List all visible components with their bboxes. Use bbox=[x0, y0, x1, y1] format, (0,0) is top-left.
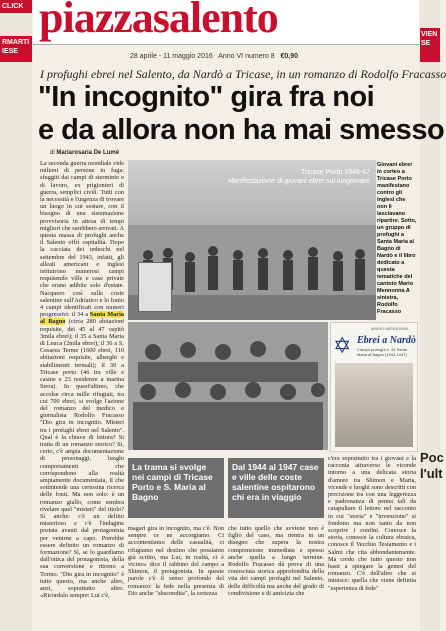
issue-info: Anno VI numero 8 bbox=[218, 53, 275, 60]
masthead bbox=[33, 0, 419, 45]
group-photo-image bbox=[128, 322, 328, 450]
byline: di Mariarosaria De Lumè bbox=[50, 150, 120, 156]
article-column-3: che tutto quello che avviene non è figlio del caso, ma rientra in un disegno che supera la nostra comprensione immediata e spesso anche quella a lungo termine. Rodolfo Fracasso dà prova di una conosciuta storica approfondita della vita dei campi profughi nel Salento, delle difficoltà ma anche del grado di condivisione e di amicizia che bbox=[228, 525, 324, 597]
right-section-tab: VIEN SE bbox=[420, 28, 440, 62]
photo-caption-text: Manifestazione di giovani ebrei sul lungomare bbox=[227, 178, 370, 185]
logo: piazzasalento bbox=[39, 0, 278, 42]
photo-caption bbox=[228, 168, 370, 186]
author-portrait bbox=[138, 262, 172, 312]
book-cover-image bbox=[335, 363, 413, 447]
caption-box-case: Dal 1944 al 1947 case e ville delle coste salentine ospitarono chi era in viaggio bbox=[228, 458, 324, 518]
left-adjacent-page bbox=[0, 0, 32, 631]
left-tab-click: CLICK bbox=[0, 0, 32, 13]
issue-date: 28 aprile - 11 maggio 2016 bbox=[130, 53, 213, 60]
sidebar-caption: Giovani ebrei in corteo a Tricase Porto manifestano contro gli inglesi che non li lasciavano ripartire. Sotto, un gruppo di profughi a Santa Maria al Bagno di Nardò e il libro dedicato a questa tematiche del cantoto Mario Mennonna A sinistra, Rodolfo Fracasso bbox=[377, 162, 417, 315]
book-title: Ebrei a Nardò bbox=[357, 335, 416, 346]
price: €0,90 bbox=[280, 53, 299, 60]
photo-caption-place: Tricase Porto 1946-47 bbox=[301, 169, 370, 176]
article-title bbox=[38, 81, 444, 147]
highlighted-place: Santa Maria al Bagno bbox=[40, 311, 125, 326]
article-kicker: I profughi ebrei nel Salento, da Nardò a Tricase, in un romanzo di Rodolfo Fracasso bbox=[40, 67, 446, 81]
byline-author: Mariarosaria De Lumè bbox=[56, 150, 120, 156]
issue-meta bbox=[130, 53, 298, 60]
book-author: MARIO MENNONNA bbox=[371, 326, 409, 331]
right-headline-fragment: Poc l'ult bbox=[420, 450, 444, 481]
book-cover bbox=[330, 322, 418, 452]
book-subtitle: Campo profughi n. 34 Santa Maria al Bagno (1943-1947) bbox=[357, 347, 408, 357]
article-column-2: magari gira in incognito, ma c'è. Non sempre ce ne accorgiamo. Ci accontentiamo delle casualità, ci rifugiamo nel destino che possiamo già scritto, ma Lui, in realtà, ci è vicino» dice il rabbino del campo a Shimon, il protagonista. In queste parole c'è il senso profondo del romanzo: la fede nella presenza di Dio anche "abscondita", la certezza bbox=[128, 525, 224, 597]
star-of-david-icon: ✡ bbox=[333, 333, 352, 358]
article-column-4: c'era soprattutto tra i giovani e la racconta attraverso le vicende intorno a una delicata storia d'amore tra Shimon e Maria, vicende e luoghi sono descritti con precisione tra con una leggerezza e padronanza di penna tali da catapultare il lettore nel racconto in cui "storia" e "invenzione" si fondono ma non tanto da non scoprire i confini. Conosce la storia, conosce la cultura ebraica, conosce il Vecchio Testamento e i Salmi che cita abbondantemente. Ma credo che tutto questo non basti a spiegare la genesi del romanzo. C'è dell'altro che si intuisce: quella che viene definita "esperienza di fede" bbox=[328, 455, 416, 592]
article-column-1: La seconda guerra mondiale vide milioni di persone in fuga: sfuggiti dai campi di sterminio e di lavoro, ex prigionieri di guerra, semplici civili. Tutti con la necessità e l'urgenza di trovare un luogo in cui sostare, con il bisogno di una sistemazione provvisoria in attesa di tempi migliori che sarebbero arrivati. A questa massa di profughi anche il Salento offrì ospitalità. Dopo la cacciata dei tedeschi nel settembre del 1943, infatti, gli alleati americani e inglesi istituirono numerosi campi requisendo ville e case private che erano adibite solo d'estate. Nacquero così sulle coste salentine sull'Adriatico e lo Ionio 4 campi identificati con numeri progressivi: il 34 a Santa Maria al Bagno (circa 280 abitazioni requisite, dei 45 al 47 ospitò 3mila ebrei); il 35 a Santa Maria di Leuca (2mila ebrei); il 36 a S. Cesarea Terme (1600 ebrei, 110 abitazioni requisite, alberghi e stabilimenti termali); il 39 a Tricase porto (46 tra ville e casine e 23 residenze a marina Serra). In quest'ultimo, che accolse circa mille rifugiati, tra cui 700 ebrei, si svolge l'azione del romanzo del medico e giornalista Rodolfo Fracasso "Dio gira in incognito. Misteri tra i profughi ebrei nel Salento". Qual è la chiave di lettura? Si tratta di un romanzo storico? Sì, certo, c'è ampia documentazione di personaggi, luoghi comportamenti che corrispondono alla realtà ampiamente documentata, il che sottintende una certosina ricerca delle fonti. Ma non solo: è un romanzo giallo, come sembra rivelare quel "misteri" del titolo? Sì anche: c'è un delitto misterioso e c'è l'indagine portata avanti dal protagonista per venirne a capo. Potrebbe essere definito un romanzo di formazione? Sì, se lo guardiamo dall'ottica del protagonista, della sua conversione e ritorno a Torino. "Dio gira in incognito" è tutto questo, ma anche altro, anzi, soprattutto altro. «Ricordalo sempre: Lui c'è, bbox=[40, 160, 125, 600]
title-line-2: e da allora non ha mai smesso bbox=[38, 114, 445, 146]
title-line-1: "In incognito" gira fra noi bbox=[38, 81, 375, 113]
photo-refugees-group bbox=[128, 322, 328, 450]
caption-box-trama: La trama si svolge nei campi di Tricase Porto e S. Maria al Bagno bbox=[128, 458, 224, 518]
left-section-tab: RMARTI IESE bbox=[0, 36, 32, 62]
